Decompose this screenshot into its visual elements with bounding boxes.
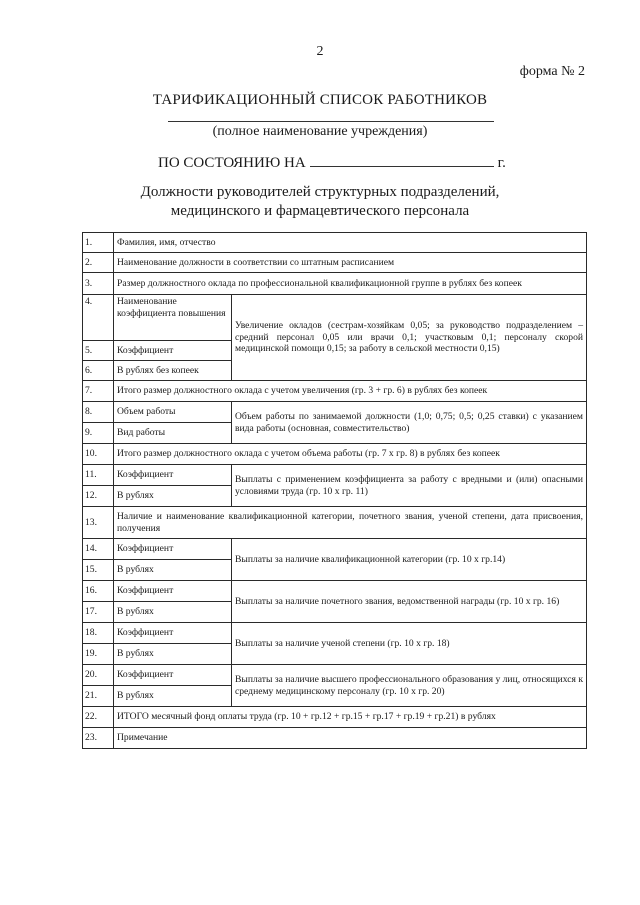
row-number: 10. <box>83 444 114 465</box>
row-text: Примечание <box>114 728 587 749</box>
table-row <box>83 295 587 341</box>
table-row <box>83 402 587 423</box>
table-row <box>83 465 587 486</box>
row-label: Коэффициент <box>114 623 232 644</box>
row-text: Итого размер должностного оклада с учетом увеличения (гр. 3 + гр. 6) в рублях без копеек <box>114 381 587 402</box>
row-number: 7. <box>83 381 114 402</box>
row-number: 16. <box>83 581 114 602</box>
row-number: 21. <box>83 686 114 707</box>
row-label: Объем работы <box>114 402 232 423</box>
table-row <box>83 728 587 749</box>
row-number: 8. <box>83 402 114 423</box>
subtitle-line-2: медицинского и фармацевтического персонала <box>170 203 470 219</box>
as-of-date-line <box>158 152 506 172</box>
row-number: 18. <box>83 623 114 644</box>
row-text: Фамилия, имя, отчество <box>114 233 587 253</box>
form-number: форма № 2 <box>519 64 585 79</box>
row-label: В рублях <box>114 602 232 623</box>
row-number: 1. <box>83 233 114 253</box>
organization-name-line <box>168 121 494 122</box>
tariff-form-table <box>82 232 587 749</box>
row-label: Вид работы <box>114 423 232 444</box>
table-row <box>83 273 587 295</box>
row-number: 20. <box>83 665 114 686</box>
row-number: 15. <box>83 560 114 581</box>
row-number: 6. <box>83 361 114 381</box>
row-label: В рублях <box>114 560 232 581</box>
row-number: 5. <box>83 341 114 361</box>
row-number: 3. <box>83 273 114 295</box>
table-row <box>83 444 587 465</box>
row-number: 4. <box>83 295 114 341</box>
table-row <box>83 253 587 273</box>
table-row <box>83 623 587 644</box>
row-number: 2. <box>83 253 114 273</box>
row-label: Коэффициент <box>114 581 232 602</box>
row-number: 12. <box>83 486 114 507</box>
row-description: Выплаты за наличие ученой степени (гр. 10 х гр. 18) <box>232 623 587 665</box>
row-number: 13. <box>83 507 114 539</box>
table-row <box>83 539 587 560</box>
row-number: 23. <box>83 728 114 749</box>
row-number: 11. <box>83 465 114 486</box>
row-label: В рублях <box>114 486 232 507</box>
table-row <box>83 581 587 602</box>
row-number: 9. <box>83 423 114 444</box>
row-label: Коэффициент <box>114 539 232 560</box>
table-row <box>83 233 587 253</box>
row-label: В рублях <box>114 686 232 707</box>
row-text: Размер должностного оклада по профессиональной квалификационной группе в рублях без копеек <box>114 273 587 295</box>
row-text: ИТОГО месячный фонд оплаты труда (гр. 10 + гр.12 + гр.15 + гр.17 + гр.19 + гр.21) в рублях <box>114 707 587 728</box>
row-label: Наименование коэффициента повышения <box>114 295 232 341</box>
organization-caption: (полное наименование учреждения) <box>212 124 428 139</box>
row-description: Увеличение окладов (сестрам-хозяйкам 0,05; за руководство подразделением – средний персонал 0,05 или врачи 0,1; участковым 0,1; персоналу скорой медицинской помощи 0,15; за работу в сельской местности 0,15) <box>232 295 587 381</box>
row-description: Выплаты за наличие почетного звания, ведомственной награды (гр. 10 х гр. 16) <box>232 581 587 623</box>
row-text: Наличие и наименование квалификационной категории, почетного звания, ученой степени, дата присвоения, получения <box>114 507 587 539</box>
row-description: Выплаты с применением коэффициента за работу с вредными и (или) опасными условиями труда (гр. 10 х гр. 11) <box>232 465 587 507</box>
table-row <box>83 665 587 686</box>
row-label: Коэффициент <box>114 465 232 486</box>
row-description: Выплаты за наличие высшего профессионального образования у лиц, относящихся к среднему медицинскому персоналу (гр. 10 х гр. 20) <box>232 665 587 707</box>
page-number: 2 <box>316 44 324 59</box>
year-suffix: г. <box>497 155 506 171</box>
row-description: Выплаты за наличие квалификационной категории (гр. 10 х гр.14) <box>232 539 587 581</box>
document-subtitle <box>0 183 640 221</box>
row-description: Объем работы по занимаемой должности (1,0; 0,75; 0,5; 0,25 ставки) с указанием вида работы (основная, совместительство) <box>232 402 587 444</box>
date-blank <box>310 152 494 167</box>
as-of-label: ПО СОСТОЯНИЮ НА <box>158 155 306 171</box>
table-row <box>83 507 587 539</box>
row-text: Наименование должности в соответствии со штатным расписанием <box>114 253 587 273</box>
table-row <box>83 381 587 402</box>
row-label: В рублях <box>114 644 232 665</box>
row-label: Коэффициент <box>114 341 232 361</box>
document-title: ТАРИФИКАЦИОННЫЙ СПИСОК РАБОТНИКОВ <box>152 92 488 108</box>
row-number: 17. <box>83 602 114 623</box>
table-row <box>83 707 587 728</box>
row-label: Коэффициент <box>114 665 232 686</box>
row-number: 22. <box>83 707 114 728</box>
row-label: В рублях без копеек <box>114 361 232 381</box>
row-text: Итого размер должностного оклада с учетом объема работы (гр. 7 х гр. 8) в рублях без копеек <box>114 444 587 465</box>
row-number: 14. <box>83 539 114 560</box>
subtitle-line-1: Должности руководителей структурных подразделений, <box>140 184 500 200</box>
row-number: 19. <box>83 644 114 665</box>
